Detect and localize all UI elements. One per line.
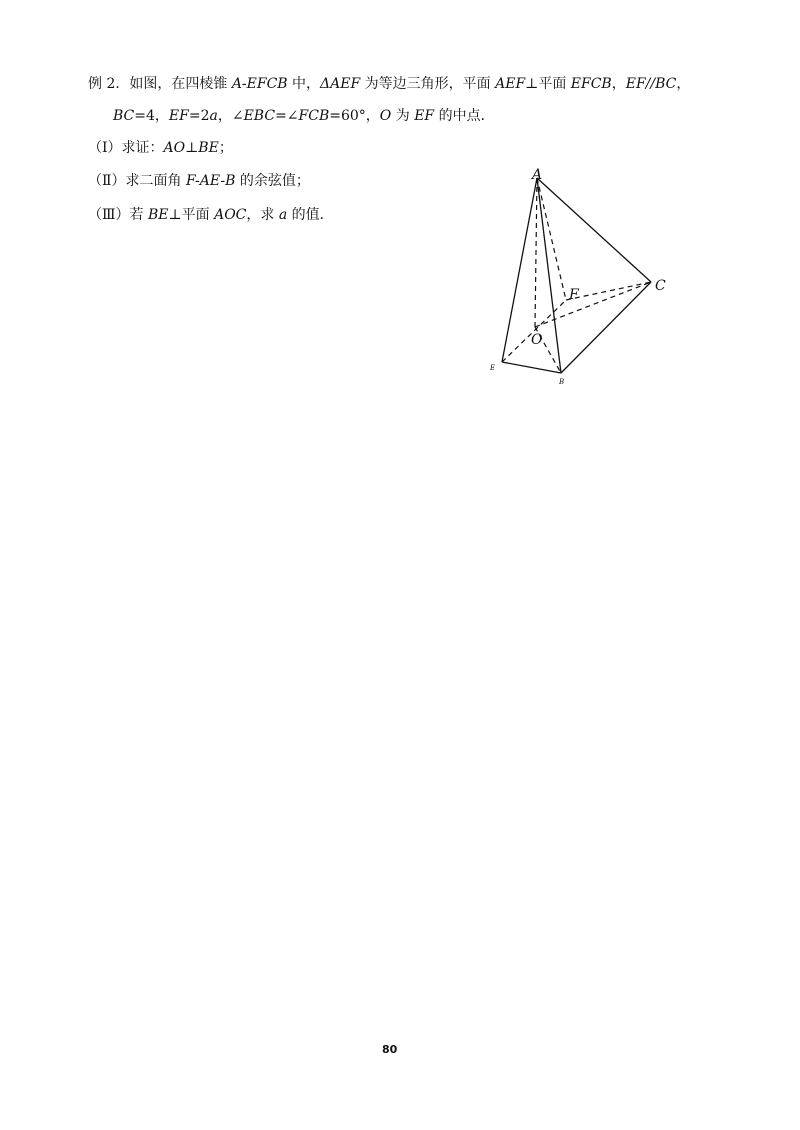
label-B: B xyxy=(559,378,565,386)
problem-statement-line-2: BC=4，EF=2a，∠EBC=∠FCB=60°，O 为 EF 的中点． xyxy=(113,108,495,124)
edge-AC xyxy=(537,178,651,282)
page-number: 80 xyxy=(382,1043,398,1056)
edge-EB xyxy=(502,362,561,373)
label-F: F xyxy=(569,287,579,303)
edge-AO xyxy=(535,178,537,327)
label-C: C xyxy=(655,278,666,294)
question-part-1: （Ⅰ）求证：AO⊥BE； xyxy=(88,140,233,156)
edge-FC xyxy=(566,282,651,300)
question-part-2: （Ⅱ）求二面角 F-AE-B 的余弦值； xyxy=(88,173,310,189)
label-A: A xyxy=(532,167,543,183)
pyramid-figure xyxy=(480,160,680,395)
question-part-3: （Ⅲ）若 BE⊥平面 AOC，求 a 的值． xyxy=(88,207,334,223)
edge-AF xyxy=(537,178,566,300)
problem-statement-line-1: 例 2．如图，在四棱锥 A-EFCB 中，ΔAEF 为等边三角形，平面 AEF⊥平面 EFCB，EF//BC， xyxy=(88,76,691,92)
label-O: O xyxy=(531,332,543,348)
label-E: E xyxy=(490,364,496,372)
